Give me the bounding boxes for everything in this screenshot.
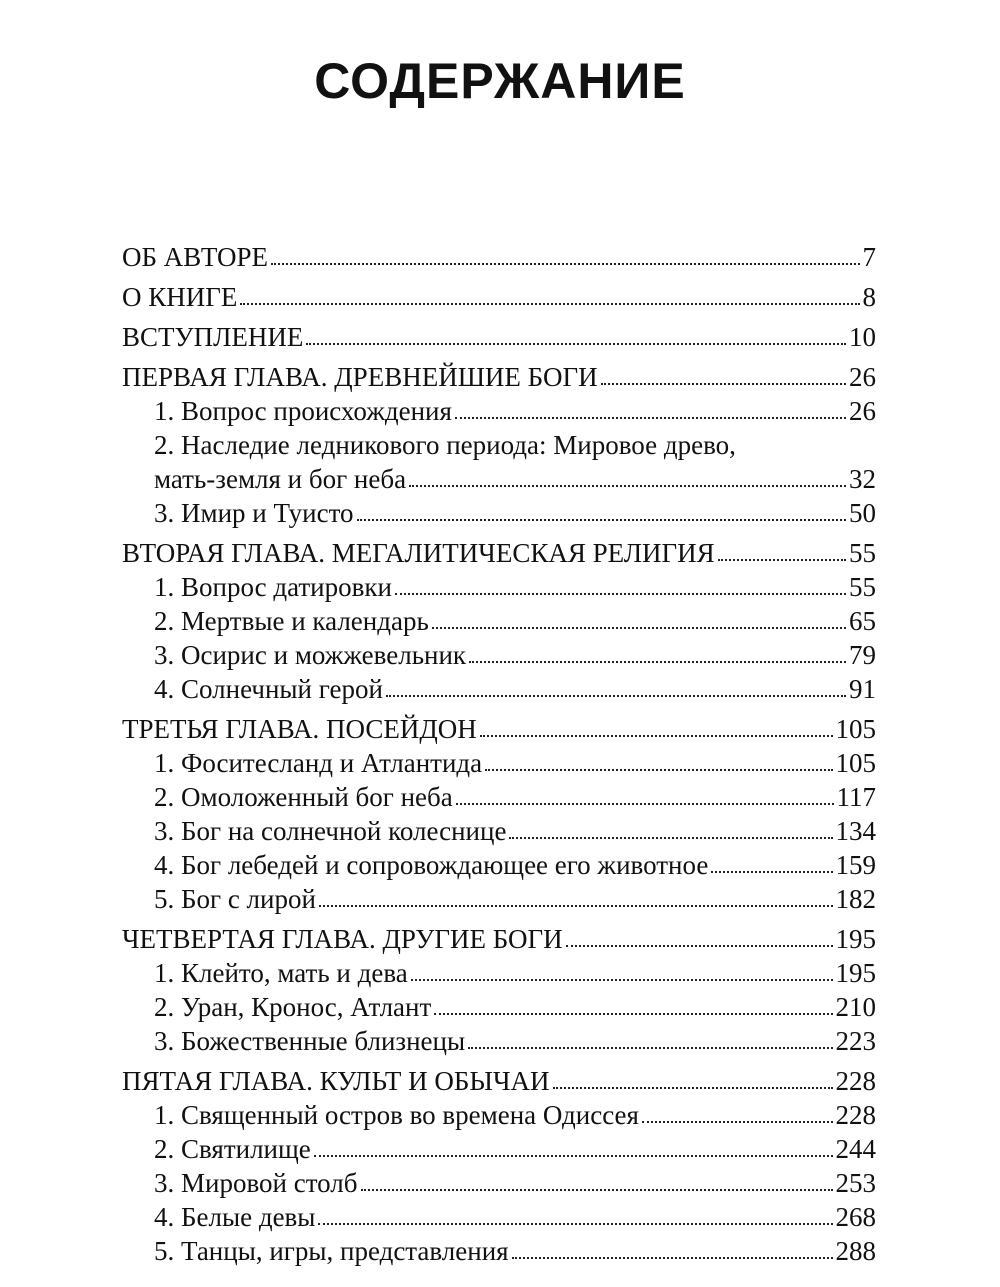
- dot-leader: [409, 485, 846, 487]
- toc-page-number: 79: [849, 640, 876, 670]
- toc-entry-label: 1. Клейто, мать и дева: [154, 958, 408, 988]
- toc-page-number: 195: [835, 924, 876, 954]
- dot-leader: [434, 1013, 832, 1015]
- toc-entry-section: [122, 462, 876, 496]
- toc-entry-chapter: [122, 536, 876, 570]
- dot-leader: [509, 837, 832, 839]
- toc-page-number: 26: [849, 362, 876, 392]
- toc-entry-section: [122, 848, 876, 882]
- dot-leader: [456, 803, 834, 805]
- toc-entry-section: [122, 882, 876, 916]
- toc-entry-label: 2. Омоложенный бог неба: [154, 782, 453, 812]
- toc-entry-section: [122, 990, 876, 1024]
- dot-leader: [306, 343, 846, 345]
- toc-entry-label: 2. Мертвые и календарь: [154, 606, 429, 636]
- toc-entry-section: [122, 394, 876, 428]
- toc-entry-section: [122, 672, 876, 706]
- toc-entry-label: 1. Вопрос происхождения: [154, 396, 452, 426]
- dot-leader: [601, 383, 846, 385]
- dot-leader: [642, 1121, 833, 1123]
- toc-page-number: 55: [849, 572, 876, 602]
- toc-entry-label: 2. Святилище: [154, 1134, 311, 1164]
- toc-page-number: 268: [835, 1202, 876, 1232]
- dot-leader: [361, 1189, 833, 1191]
- dot-leader: [314, 1155, 833, 1157]
- toc-page-number: 91: [849, 674, 876, 704]
- toc-entry-section: [122, 638, 876, 672]
- toc-page-number: 8: [862, 282, 876, 312]
- toc-entry-label: ОБ АВТОРЕ: [122, 242, 269, 272]
- dot-leader: [711, 871, 832, 873]
- toc-entry-label: ТРЕТЬЯ ГЛАВА. ПОСЕЙДОН: [122, 714, 477, 744]
- toc-entry-label: 3. Бог на солнечной колеснице: [154, 816, 507, 846]
- toc-entry-label: 3. Божественные близнецы: [154, 1026, 466, 1056]
- dot-leader: [553, 1087, 833, 1089]
- toc-page-number: 50: [849, 498, 876, 528]
- table-of-contents: [122, 240, 876, 1268]
- dot-leader: [395, 593, 846, 595]
- toc-entry-label: ЧЕТВЕРТАЯ ГЛАВА. ДРУГИЕ БОГИ: [122, 924, 563, 954]
- toc-entry-label: 3. Мировой столб: [154, 1168, 358, 1198]
- toc-page-number: 210: [835, 992, 876, 1022]
- toc-page-number: 223: [835, 1026, 876, 1056]
- toc-page-number: 105: [835, 748, 876, 778]
- toc-page-number: 10: [849, 322, 876, 352]
- toc-entry-section: [122, 1234, 876, 1268]
- toc-entry-section: [122, 1098, 876, 1132]
- toc-page-number: 253: [835, 1168, 876, 1198]
- dot-leader: [512, 1257, 833, 1259]
- toc-entry-label: 1. Фоситесланд и Атлантида: [154, 748, 483, 778]
- toc-entry-section: [122, 780, 876, 814]
- dot-leader: [469, 661, 846, 663]
- toc-entry-section: [122, 814, 876, 848]
- toc-entry-label: 1. Священный остров во времена Одиссея: [154, 1100, 639, 1130]
- toc-page-number: 182: [835, 884, 876, 914]
- dot-leader: [318, 1223, 832, 1225]
- toc-entry-chapter: [122, 320, 876, 354]
- toc-entry-section: [122, 496, 876, 530]
- toc-page-number: 7: [862, 242, 876, 272]
- toc-entry-label: ВТОРАЯ ГЛАВА. МЕГАЛИТИЧЕСКАЯ РЕЛИГИЯ: [122, 538, 715, 568]
- toc-entry-label: мать-земля и бог неба: [154, 464, 407, 494]
- toc-entry-label-line1: 2. Наследие ледникового периода: Мировое древо,: [154, 430, 736, 460]
- toc-entry-label: ПЯТАЯ ГЛАВА. КУЛЬТ И ОБЫЧАИ: [122, 1066, 550, 1096]
- toc-entry-label: 4. Бог лебедей и сопровождающее его животное: [154, 850, 709, 880]
- dot-leader: [357, 519, 846, 521]
- toc-page-number: 55: [849, 538, 876, 568]
- dot-leader: [411, 979, 833, 981]
- toc-entry-chapter: [122, 240, 876, 274]
- toc-page-number: 105: [835, 714, 876, 744]
- page-title: СОДЕРЖАНИЕ: [314, 53, 686, 109]
- toc-page-number: 26: [849, 396, 876, 426]
- dot-leader: [718, 559, 846, 561]
- toc-entry-section: [122, 1200, 876, 1234]
- toc-entry-section: [122, 746, 876, 780]
- dot-leader: [455, 417, 846, 419]
- toc-entry-chapter: [122, 922, 876, 956]
- toc-page-number: 288: [835, 1236, 876, 1266]
- toc-page-number: 134: [835, 816, 876, 846]
- dot-leader: [432, 627, 846, 629]
- toc-entry-label: 3. Осирис и можжевельник: [154, 640, 467, 670]
- toc-entry-label: 3. Имир и Туисто: [154, 498, 354, 528]
- toc-entry-chapter: [122, 280, 876, 314]
- toc-page-number: 32: [849, 464, 876, 494]
- toc-entry-label: 2. Уран, Кронос, Атлант: [154, 992, 432, 1022]
- toc-entry-section: [122, 956, 876, 990]
- toc-page-number: 228: [835, 1066, 876, 1096]
- toc-page-number: 244: [835, 1134, 876, 1164]
- toc-page-number: 228: [835, 1100, 876, 1130]
- toc-page-number: 117: [836, 782, 876, 812]
- toc-entry-section: [122, 1132, 876, 1166]
- toc-entry-section: [122, 1166, 876, 1200]
- toc-entry-chapter: [122, 1064, 876, 1098]
- toc-page-number: 159: [835, 850, 876, 880]
- toc-entry-label: О КНИГЕ: [122, 282, 238, 312]
- dot-leader: [386, 695, 846, 697]
- toc-page-number: 195: [835, 958, 876, 988]
- toc-entry-label: 4. Белые девы: [154, 1202, 316, 1232]
- toc-entry-label: 4. Солнечный герой: [154, 674, 383, 704]
- toc-entry-section: [122, 1024, 876, 1058]
- toc-entry-chapter: [122, 360, 876, 394]
- dot-leader: [480, 735, 833, 737]
- toc-entry-section: [122, 570, 876, 604]
- toc-entry-label: ВСТУПЛЕНИЕ: [122, 322, 304, 352]
- toc-entry-label: ПЕРВАЯ ГЛАВА. ДРЕВНЕЙШИЕ БОГИ: [122, 362, 598, 392]
- dot-leader: [468, 1047, 832, 1049]
- toc-page-number: 65: [849, 606, 876, 636]
- toc-entry-chapter: [122, 712, 876, 746]
- dot-leader: [319, 905, 833, 907]
- dot-leader: [566, 945, 833, 947]
- toc-entry-section: [122, 604, 876, 638]
- toc-entry-label: 1. Вопрос датировки: [154, 572, 392, 602]
- dot-leader: [240, 303, 859, 305]
- toc-entry-label: 5. Танцы, игры, представления: [154, 1236, 509, 1266]
- dot-leader: [271, 263, 859, 265]
- toc-entry-label: 5. Бог с лирой: [154, 884, 316, 914]
- dot-leader: [485, 769, 832, 771]
